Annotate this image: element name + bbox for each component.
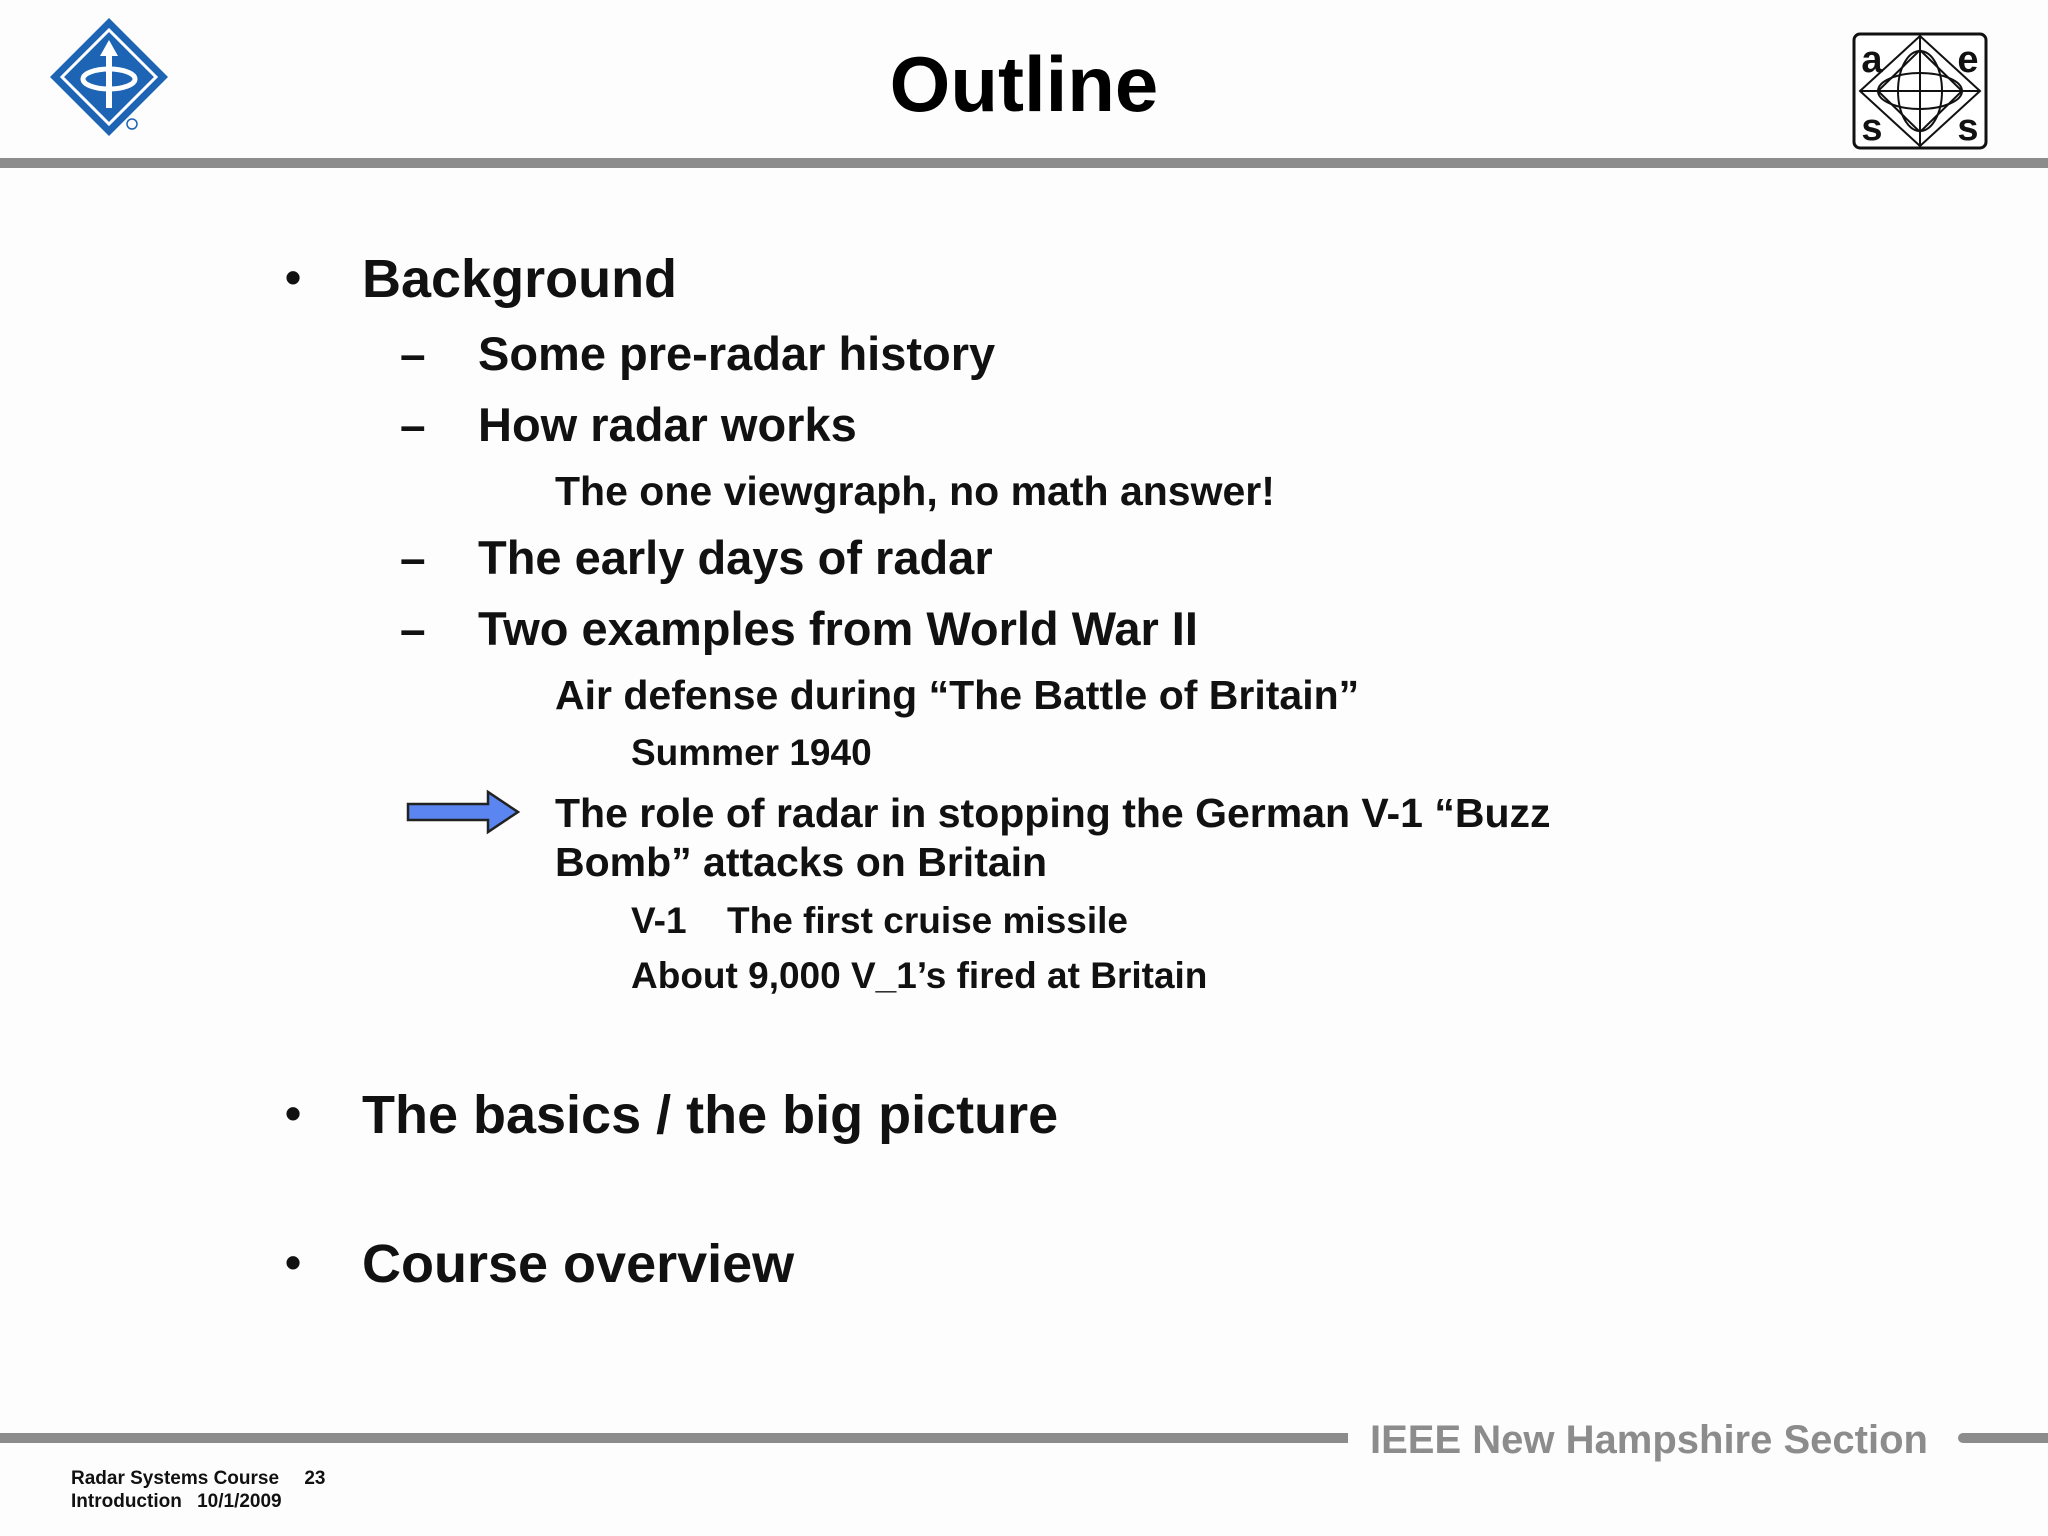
- bullet-icon: •: [285, 1236, 302, 1288]
- footer-divider-left: [0, 1433, 1348, 1443]
- footer-date: 10/1/2009: [197, 1491, 282, 1512]
- outline-item-background: Background: [362, 249, 678, 309]
- outline-subitem-how-radar-works: How radar works: [478, 398, 857, 451]
- footer-section-name: IEEE New Hampshire Section: [1370, 1418, 1928, 1462]
- outline-subitem-pre-radar: Some pre-radar history: [478, 327, 996, 380]
- bullet-icon: •: [285, 1087, 302, 1139]
- dash-icon: –: [400, 532, 426, 584]
- outline-detail-summer-1940: Summer 1940: [631, 732, 872, 773]
- outline-detail-v1-role-line2: Bomb” attacks on Britain: [555, 839, 1048, 885]
- outline-detail-v1-label: V-1: [631, 900, 687, 941]
- footer-lecture-line: [71, 1491, 282, 1513]
- aess-letter-s1: s: [1861, 107, 1883, 149]
- outline-detail-v1-role-line1: The role of radar in stopping the German V-1 “Buzz: [555, 790, 1551, 836]
- outline-detail-v1-count: About 9,000 V_1’s fired at Britain: [631, 955, 1208, 996]
- dash-icon: –: [400, 603, 426, 655]
- footer-lecture-name: Introduction: [71, 1491, 182, 1512]
- aess-letter-a: a: [1861, 39, 1883, 81]
- dash-icon: –: [400, 399, 426, 451]
- outline-item-course-overview: Course overview: [362, 1234, 795, 1294]
- right-arrow-icon: [406, 789, 522, 835]
- outline-detail-one-viewgraph: The one viewgraph, no math answer!: [555, 468, 1275, 514]
- outline-detail-v1-description: The first cruise missile: [727, 900, 1129, 941]
- aess-letter-s2: s: [1957, 107, 1979, 149]
- outline-subitem-two-examples: Two examples from World War II: [478, 602, 1198, 655]
- dash-icon: –: [400, 328, 426, 380]
- outline-item-basics: The basics / the big picture: [362, 1085, 1059, 1145]
- aess-logo-icon: [1852, 32, 1988, 150]
- footer-course-line: [71, 1468, 325, 1490]
- outline-subitem-early-days: The early days of radar: [478, 531, 993, 584]
- bullet-icon: •: [285, 251, 302, 303]
- footer-divider-right: [1958, 1433, 2048, 1443]
- header-divider: [0, 158, 2048, 168]
- footer-course-name: Radar Systems Course: [71, 1468, 280, 1489]
- footer-page-number: 23: [304, 1468, 326, 1489]
- slide-title: Outline: [889, 40, 1159, 128]
- aess-letter-e: e: [1957, 39, 1979, 81]
- outline-detail-air-defense: Air defense during “The Battle of Britain”: [555, 672, 1360, 718]
